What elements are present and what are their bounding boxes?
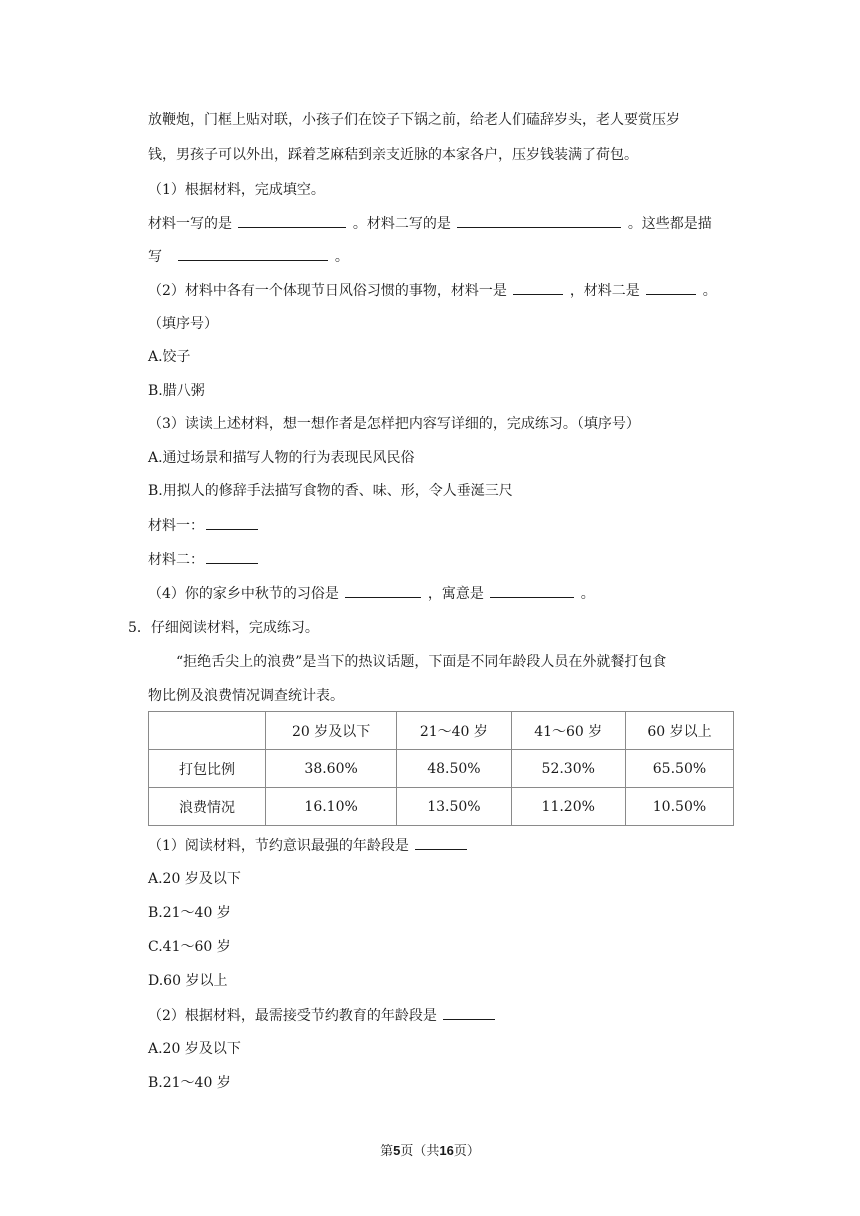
table-header-cell: 60 岁以上 bbox=[625, 712, 733, 750]
q4-text-c: 。 bbox=[580, 586, 595, 602]
q5-1-option-c: C.41～60 岁 bbox=[148, 939, 231, 955]
q1-blank-3[interactable] bbox=[178, 246, 328, 261]
q3-answer-2 bbox=[148, 549, 260, 570]
table-cell: 10.50% bbox=[625, 788, 733, 826]
section5-title: 5．仔细阅读材料，完成练习。 bbox=[128, 620, 319, 636]
table-header-cell bbox=[149, 712, 266, 750]
q2-text-c: 。 bbox=[702, 283, 717, 299]
footer-page-number: 5 bbox=[393, 1143, 401, 1158]
q3-blank-2[interactable] bbox=[206, 549, 258, 564]
table-header-cell: 21～40 岁 bbox=[397, 712, 511, 750]
footer-pre: 第 bbox=[380, 1144, 394, 1159]
q5-1-option-a: A.20 岁及以下 bbox=[148, 871, 241, 887]
material-line-2: 钱，男孩子可以外出，踩着芝麻秸到亲支近脉的本家各户，压岁钱装满了荷包。 bbox=[148, 147, 638, 163]
waste-statistics-table bbox=[148, 711, 734, 826]
table-cell: 16.10% bbox=[266, 788, 397, 826]
q1-fill-line-1 bbox=[148, 213, 712, 234]
q2-text-a: （2）材料中各有一个体现节日风俗习惯的事物，材料一是 bbox=[148, 283, 507, 299]
table-cell: 52.30% bbox=[511, 750, 625, 788]
q2-text-b: ，材料二是 bbox=[569, 283, 640, 299]
table-cell: 浪费情况 bbox=[149, 788, 266, 826]
q5-1-text: （1）阅读材料，节约意识最强的年龄段是 bbox=[148, 838, 409, 854]
q1-text-c: 。这些都是描 bbox=[627, 216, 712, 232]
footer-mid: 页（共 bbox=[400, 1144, 440, 1159]
table-header-cell: 41～60 岁 bbox=[511, 712, 625, 750]
q2-option-a: A.饺子 bbox=[148, 349, 191, 365]
q2-option-b: B.腊八粥 bbox=[148, 383, 205, 399]
q1-text-d: 写 bbox=[148, 249, 162, 265]
q5-2-prompt bbox=[148, 1005, 497, 1026]
q4-line bbox=[148, 583, 595, 604]
section5-intro-2: 物比例及浪费情况调查统计表。 bbox=[148, 688, 344, 704]
q5-1-prompt bbox=[148, 835, 469, 856]
footer-total-pages: 16 bbox=[439, 1143, 454, 1158]
q4-blank-1[interactable] bbox=[345, 583, 421, 598]
q4-text-b: ，寓意是 bbox=[427, 586, 484, 602]
table-cell: 65.50% bbox=[625, 750, 733, 788]
q1-text-a: 材料一写的是 bbox=[148, 216, 232, 232]
table-cell: 38.60% bbox=[266, 750, 397, 788]
q3-answer-1-label: 材料一： bbox=[148, 518, 204, 534]
q2-line-1 bbox=[148, 280, 717, 301]
q1-text-b: 。材料二写的是 bbox=[352, 216, 451, 232]
q2-blank-1[interactable] bbox=[513, 280, 563, 295]
q3-option-a: A.通过场景和描写人物的行为表现民风民俗 bbox=[148, 450, 415, 466]
table-header-cell: 20 岁及以下 bbox=[266, 712, 397, 750]
q4-text-a: （4）你的家乡中秋节的习俗是 bbox=[148, 586, 339, 602]
q1-text-e: 。 bbox=[334, 249, 349, 265]
q1-prompt: （1）根据材料，完成填空。 bbox=[148, 182, 325, 198]
table-header-row bbox=[149, 712, 734, 750]
table-row bbox=[149, 750, 734, 788]
q3-answer-1 bbox=[148, 515, 260, 536]
q2-line-2: （填序号） bbox=[148, 316, 218, 332]
section5-intro-1: “拒绝舌尖上的浪费”是当下的热议话题，下面是不同年龄段人员在外就餐打包食 bbox=[176, 654, 667, 670]
q5-2-option-a: A.20 岁及以下 bbox=[148, 1041, 241, 1057]
q5-2-text: （2）根据材料，最需接受节约教育的年龄段是 bbox=[148, 1008, 437, 1024]
q5-1-blank[interactable] bbox=[415, 835, 467, 850]
table-row bbox=[149, 788, 734, 826]
q5-2-option-b: B.21～40 岁 bbox=[148, 1075, 231, 1091]
q5-1-option-b: B.21～40 岁 bbox=[148, 905, 231, 921]
table-cell: 11.20% bbox=[511, 788, 625, 826]
q1-blank-1[interactable] bbox=[238, 213, 346, 228]
q1-fill-line-2 bbox=[148, 246, 349, 267]
footer-post: 页） bbox=[453, 1144, 480, 1159]
q3-blank-1[interactable] bbox=[206, 515, 258, 530]
q5-2-blank[interactable] bbox=[443, 1005, 495, 1020]
q1-blank-2[interactable] bbox=[457, 213, 621, 228]
q3-option-b: B.用拟人的修辞手法描写食物的香、味、形，令人垂涎三尺 bbox=[148, 483, 513, 499]
page-footer bbox=[0, 1140, 860, 1159]
q3-prompt: （3）读读上述材料，想一想作者是怎样把内容写详细的，完成练习。（填序号） bbox=[148, 416, 640, 432]
table-cell: 13.50% bbox=[397, 788, 511, 826]
q3-answer-2-label: 材料二： bbox=[148, 552, 204, 568]
table-cell: 打包比例 bbox=[149, 750, 266, 788]
q4-blank-2[interactable] bbox=[490, 583, 574, 598]
q5-1-option-d: D.60 岁以上 bbox=[148, 973, 228, 989]
material-line-1: 放鞭炮，门框上贴对联，小孩子们在饺子下锅之前，给老人们磕辞岁头，老人要赏压岁 bbox=[148, 112, 680, 128]
table-cell: 48.50% bbox=[397, 750, 511, 788]
q2-blank-2[interactable] bbox=[646, 280, 696, 295]
